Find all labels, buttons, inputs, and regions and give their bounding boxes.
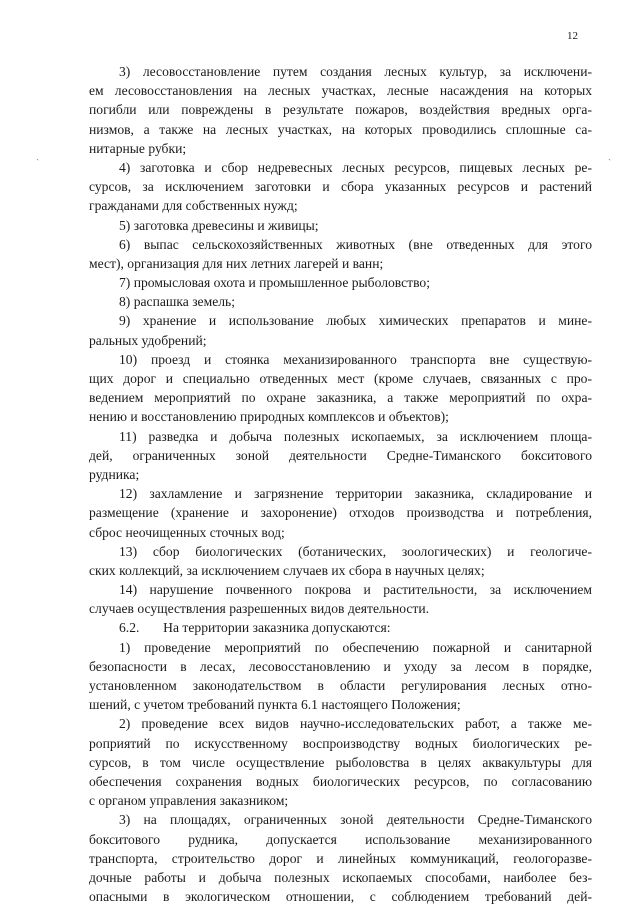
text-line: дочные работы и добыча полезных ископаемых способами, наиболее без-: [89, 869, 592, 885]
section-heading: [89, 618, 592, 637]
list-paragraph: [89, 714, 592, 810]
text-line: 1) проведение мероприятий по обеспечению пожарной и санитарной: [119, 639, 592, 655]
text-line: транспорта, строительство дорог и линейных коммуникаций, геологоразве-: [89, 850, 592, 866]
scan-artifact: ˎ: [608, 150, 612, 161]
list-paragraph: [89, 810, 592, 906]
text-line: 4) заготовка и сбор недревесных лесных ресурсов, пищевых лесных ре-: [119, 159, 592, 175]
text-line: 6.2. На территории заказника допускаются:: [119, 620, 391, 636]
text-line: погибли или повреждены в результате пожаров, воздействия вредных орга-: [89, 102, 592, 118]
text-line: 8) распашка земель;: [119, 294, 235, 310]
text-line: 9) хранение и использование любых химических препаратов и мине-: [119, 313, 592, 329]
list-paragraph: [89, 542, 592, 580]
text-line: опасными в экологическом отношении, с соблюдением требований дей-: [89, 889, 592, 905]
text-line: безопасности в лесах, лесовосстановлению и уходу за лесом в порядке,: [89, 658, 592, 674]
text-line: 6) выпас сельскохозяйственных животных (вне отведенных для этого: [119, 236, 592, 252]
text-line: сброс неочищенных сточных вод;: [89, 524, 285, 540]
document-body: [89, 62, 592, 906]
text-line: 3) на площадях, ограниченных зоной деятельности Средне-Тиманского: [119, 812, 592, 828]
text-line: ведением мероприятий по охране заказника, а также мероприятий по охра-: [89, 390, 592, 406]
text-line: размещение (хранение и захоронение) отходов производства и потребления,: [89, 505, 592, 521]
list-paragraph: [89, 350, 592, 427]
text-line: 12) захламление и загрязнение территории заказника, складирование и: [119, 486, 592, 502]
text-line: случаев осуществления разрешенных видов деятельности.: [89, 601, 430, 617]
list-paragraph: [89, 311, 592, 349]
text-line: сурсов, в том числе осуществление рыболовства в целях аквакультуры для: [89, 754, 592, 770]
text-line: 11) разведка и добыча полезных ископаемых, за исключением площа-: [119, 428, 592, 444]
page-number: 12: [567, 30, 578, 42]
list-paragraph: [89, 580, 592, 618]
text-line: мест), организация для них летних лагерей и ванн;: [89, 255, 384, 271]
text-line: ских коллекций, за исключением случаев их сбора в научных целях;: [89, 562, 485, 578]
list-paragraph: [89, 638, 592, 715]
text-line: обеспечения сохранения водных биологических ресурсов, по согласованию: [89, 773, 592, 789]
text-line: 2) проведение всех видов научно-исследовательских работ, а также ме-: [119, 716, 592, 732]
list-paragraph: [89, 427, 592, 485]
text-line: 13) сбор биологических (ботанических, зоологических) и геологиче-: [119, 543, 592, 559]
list-paragraph: [89, 216, 592, 235]
list-paragraph: [89, 235, 592, 273]
list-paragraph: [89, 292, 592, 311]
text-line: ем лесовосстановления на лесных участках, лесные насаждения на которых: [89, 83, 592, 99]
text-line: установленном законодательством в области регулирования лесных отно-: [89, 678, 592, 693]
scan-artifact: ˎ: [36, 150, 40, 161]
text-line: бокситового рудника, допускается использование механизированного: [89, 831, 592, 847]
list-paragraph: [89, 62, 592, 158]
text-line: низмов, а также на лесных участках, на которых проводились сплошные са-: [89, 121, 592, 137]
text-line: шений, с учетом требований пункта 6.1 настоящего Положения;: [89, 697, 461, 713]
text-line: гражданами для собственных нужд;: [89, 198, 298, 214]
text-line: ральных удобрений;: [89, 332, 207, 348]
text-line: рудника;: [89, 466, 140, 482]
text-line: с органом управления заказником;: [89, 793, 289, 809]
text-line: нитарные рубки;: [89, 140, 187, 156]
text-line: дей, ограниченных зоной деятельности Средне-Тиманского бокситового: [89, 447, 592, 463]
list-paragraph: [89, 158, 592, 216]
text-line: 10) проезд и стоянка механизированного транспорта вне существую-: [119, 351, 592, 367]
text-line: 7) промысловая охота и промышленное рыболовство;: [119, 275, 431, 291]
text-line: 3) лесовосстановление путем создания лесных культур, за исключени-: [119, 64, 592, 79]
text-line: 14) нарушение почвенного покрова и растительности, за исключением: [119, 582, 592, 598]
list-paragraph: [89, 484, 592, 542]
text-line: сурсов, за исключением заготовки и сбора указанных ресурсов и растений: [89, 179, 592, 195]
text-line: щих дорог и специально отведенных мест (кроме случаев, связанных с про-: [89, 371, 592, 386]
text-line: нению и восстановлению природных комплексов и объектов);: [89, 409, 449, 425]
list-paragraph: [89, 273, 592, 292]
text-line: роприятий по искусственному воспроизводству водных биологических ре-: [89, 735, 592, 751]
text-line: 5) заготовка древесины и живицы;: [119, 217, 319, 233]
